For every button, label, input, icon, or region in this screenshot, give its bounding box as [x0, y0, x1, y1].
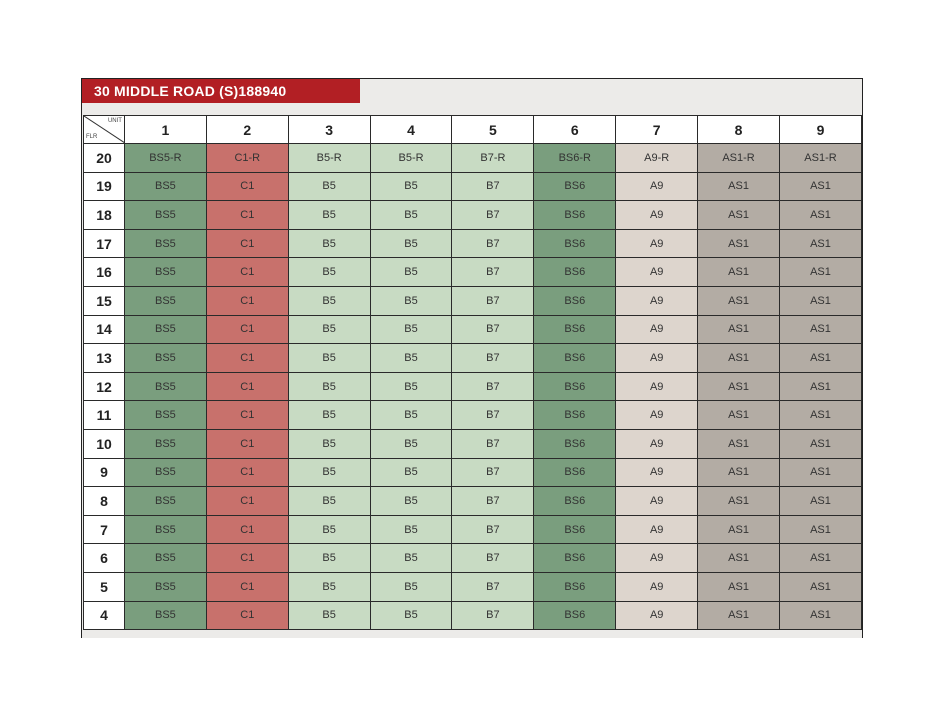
unit-type-cell: B5: [370, 315, 452, 344]
unit-type-cell: A9: [616, 172, 698, 201]
unit-type-cell: C1: [206, 229, 288, 258]
unit-type-cell: BS5: [124, 487, 206, 516]
table-row: [84, 487, 862, 516]
unit-type-cell: A9: [616, 344, 698, 373]
unit-type-cell: AS1: [698, 601, 780, 630]
unit-type-cell: C1: [206, 401, 288, 430]
unit-type-cell: A9: [616, 458, 698, 487]
unit-type-cell: B7: [452, 601, 534, 630]
unit-type-cell: A9: [616, 544, 698, 573]
unit-type-cell: BS5: [124, 458, 206, 487]
unit-type-cell: BS6: [534, 601, 616, 630]
unit-type-cell: C1: [206, 372, 288, 401]
unit-type-cell: B5: [288, 601, 370, 630]
floor-number-cell: 19: [84, 172, 125, 201]
unit-column-header: 5: [452, 116, 534, 144]
unit-type-cell: B7: [452, 458, 534, 487]
unit-type-cell: BS6-R: [534, 144, 616, 173]
unit-type-cell: AS1: [698, 544, 780, 573]
unit-type-cell: A9: [616, 229, 698, 258]
unit-column-header: 9: [780, 116, 862, 144]
unit-type-cell: B5: [370, 429, 452, 458]
unit-type-cell: AS1: [698, 372, 780, 401]
unit-type-cell: B5: [370, 286, 452, 315]
floor-axis-label: FLR: [86, 134, 98, 140]
unit-type-cell: C1: [206, 344, 288, 373]
table-row: [84, 144, 862, 173]
unit-type-cell: BS5: [124, 201, 206, 230]
table-row: [84, 572, 862, 601]
unit-type-cell: AS1: [780, 458, 862, 487]
unit-type-cell: AS1: [780, 344, 862, 373]
unit-type-cell: C1: [206, 487, 288, 516]
unit-type-cell: BS6: [534, 258, 616, 287]
table-row: [84, 286, 862, 315]
unit-type-cell: AS1: [780, 601, 862, 630]
unit-type-cell: BS6: [534, 372, 616, 401]
unit-type-cell: BS5: [124, 315, 206, 344]
floor-number-cell: 5: [84, 572, 125, 601]
unit-type-cell: A9: [616, 286, 698, 315]
unit-type-cell: B5: [288, 344, 370, 373]
unit-type-cell: BS5: [124, 515, 206, 544]
floor-number-cell: 6: [84, 544, 125, 573]
unit-type-cell: B5: [370, 544, 452, 573]
unit-type-cell: A9: [616, 372, 698, 401]
floor-number-cell: 17: [84, 229, 125, 258]
unit-type-cell: BS6: [534, 572, 616, 601]
unit-stacking-table: [83, 115, 862, 630]
unit-type-cell: AS1: [698, 429, 780, 458]
unit-type-cell: C1: [206, 315, 288, 344]
unit-type-cell: AS1: [698, 229, 780, 258]
unit-type-cell: B5: [370, 172, 452, 201]
unit-type-cell: B5: [370, 601, 452, 630]
unit-type-cell: A9: [616, 315, 698, 344]
unit-type-cell: AS1: [698, 487, 780, 516]
unit-type-cell: AS1: [698, 286, 780, 315]
unit-type-cell: B5: [370, 458, 452, 487]
unit-type-cell: C1: [206, 286, 288, 315]
unit-type-cell: A9: [616, 601, 698, 630]
table-row: [84, 229, 862, 258]
unit-type-cell: B5: [288, 315, 370, 344]
unit-type-cell: B5: [288, 487, 370, 516]
unit-type-cell: AS1: [780, 544, 862, 573]
table-body: [84, 144, 862, 630]
table-row: [84, 201, 862, 230]
unit-type-cell: B5: [288, 572, 370, 601]
unit-type-cell: AS1: [698, 572, 780, 601]
unit-type-cell: AS1: [780, 572, 862, 601]
unit-type-cell: B7: [452, 286, 534, 315]
unit-type-cell: AS1: [698, 515, 780, 544]
table-row: [84, 601, 862, 630]
unit-type-cell: B7: [452, 229, 534, 258]
unit-column-header: 1: [124, 116, 206, 144]
unit-type-cell: AS1: [780, 429, 862, 458]
unit-type-cell: AS1: [780, 258, 862, 287]
unit-type-cell: B5-R: [288, 144, 370, 173]
unit-type-cell: AS1: [698, 258, 780, 287]
unit-type-cell: B5: [370, 344, 452, 373]
unit-type-cell: B5: [370, 515, 452, 544]
table-row: [84, 315, 862, 344]
table-row: [84, 458, 862, 487]
unit-type-cell: A9: [616, 401, 698, 430]
unit-type-cell: BS5: [124, 544, 206, 573]
unit-type-cell: B7: [452, 429, 534, 458]
unit-type-cell: B5: [288, 258, 370, 287]
unit-type-cell: C1-R: [206, 144, 288, 173]
unit-type-cell: B5: [288, 286, 370, 315]
unit-type-cell: BS6: [534, 229, 616, 258]
unit-type-cell: BS5: [124, 229, 206, 258]
unit-type-cell: BS6: [534, 429, 616, 458]
unit-type-cell: AS1: [698, 344, 780, 373]
unit-type-cell: AS1: [698, 401, 780, 430]
unit-column-header: 7: [616, 116, 698, 144]
unit-type-cell: B7: [452, 401, 534, 430]
unit-type-cell: AS1: [780, 229, 862, 258]
floor-number-cell: 13: [84, 344, 125, 373]
unit-type-cell: B5-R: [370, 144, 452, 173]
unit-type-cell: BS5: [124, 286, 206, 315]
table-row: [84, 515, 862, 544]
unit-type-cell: BS6: [534, 172, 616, 201]
unit-type-cell: B7: [452, 315, 534, 344]
unit-type-cell: BS5: [124, 572, 206, 601]
stacking-plan-panel: [81, 78, 863, 638]
unit-type-cell: BS6: [534, 458, 616, 487]
unit-type-cell: BS5: [124, 344, 206, 373]
table-row: [84, 544, 862, 573]
unit-type-cell: B5: [288, 515, 370, 544]
unit-type-cell: B5: [370, 229, 452, 258]
unit-type-cell: B5: [370, 372, 452, 401]
unit-type-cell: BS6: [534, 344, 616, 373]
unit-type-cell: B5: [370, 487, 452, 516]
unit-type-cell: C1: [206, 572, 288, 601]
unit-type-cell: BS5: [124, 429, 206, 458]
floor-number-cell: 16: [84, 258, 125, 287]
unit-type-cell: A9-R: [616, 144, 698, 173]
unit-type-cell: B5: [288, 401, 370, 430]
table-row: [84, 172, 862, 201]
unit-type-cell: B7: [452, 572, 534, 601]
unit-type-cell: B7: [452, 201, 534, 230]
unit-type-cell: B5: [288, 229, 370, 258]
header-row: [84, 116, 862, 144]
unit-type-cell: AS1: [698, 201, 780, 230]
unit-type-cell: AS1: [698, 315, 780, 344]
unit-type-cell: B5: [288, 172, 370, 201]
corner-cell: [84, 116, 125, 144]
unit-type-cell: AS1: [698, 172, 780, 201]
unit-type-cell: BS5: [124, 601, 206, 630]
unit-type-cell: B7: [452, 258, 534, 287]
unit-type-cell: B5: [288, 544, 370, 573]
unit-type-cell: AS1-R: [698, 144, 780, 173]
unit-type-cell: AS1: [698, 458, 780, 487]
unit-type-cell: BS6: [534, 515, 616, 544]
unit-type-cell: B7: [452, 515, 534, 544]
unit-type-cell: B7: [452, 487, 534, 516]
unit-type-cell: B7: [452, 344, 534, 373]
unit-type-cell: BS5: [124, 258, 206, 287]
table-row: [84, 258, 862, 287]
floor-number-cell: 4: [84, 601, 125, 630]
table-row: [84, 372, 862, 401]
unit-type-cell: AS1: [780, 487, 862, 516]
floor-number-cell: 20: [84, 144, 125, 173]
floor-number-cell: 9: [84, 458, 125, 487]
unit-column-header: 4: [370, 116, 452, 144]
unit-type-cell: B7: [452, 372, 534, 401]
table-row: [84, 429, 862, 458]
unit-axis-label: UNIT: [107, 118, 122, 124]
floor-number-cell: 12: [84, 372, 125, 401]
unit-type-cell: AS1: [780, 286, 862, 315]
unit-type-cell: AS1: [780, 315, 862, 344]
unit-type-cell: BS6: [534, 201, 616, 230]
unit-type-cell: B5: [370, 258, 452, 287]
unit-type-cell: A9: [616, 258, 698, 287]
unit-type-cell: B7: [452, 172, 534, 201]
unit-type-cell: B5: [288, 372, 370, 401]
unit-type-cell: B7-R: [452, 144, 534, 173]
unit-type-cell: B5: [288, 201, 370, 230]
unit-type-cell: BS5: [124, 372, 206, 401]
unit-type-cell: BS6: [534, 286, 616, 315]
unit-type-cell: B7: [452, 544, 534, 573]
table-row: [84, 401, 862, 430]
unit-type-cell: A9: [616, 201, 698, 230]
unit-type-cell: AS1: [780, 201, 862, 230]
unit-type-cell: B5: [370, 201, 452, 230]
unit-type-cell: AS1: [780, 401, 862, 430]
unit-type-cell: C1: [206, 544, 288, 573]
unit-column-header: 3: [288, 116, 370, 144]
unit-column-header: 6: [534, 116, 616, 144]
unit-type-cell: C1: [206, 515, 288, 544]
unit-type-cell: A9: [616, 487, 698, 516]
unit-type-cell: AS1: [780, 372, 862, 401]
floor-number-cell: 10: [84, 429, 125, 458]
floor-number-cell: 14: [84, 315, 125, 344]
floor-number-cell: 7: [84, 515, 125, 544]
unit-column-header: 8: [698, 116, 780, 144]
unit-type-cell: C1: [206, 458, 288, 487]
unit-type-cell: B5: [288, 458, 370, 487]
unit-type-cell: AS1: [780, 515, 862, 544]
unit-type-cell: C1: [206, 172, 288, 201]
unit-type-cell: BS6: [534, 401, 616, 430]
unit-type-cell: A9: [616, 429, 698, 458]
unit-type-cell: BS5: [124, 172, 206, 201]
floor-number-cell: 11: [84, 401, 125, 430]
unit-type-cell: B5: [370, 401, 452, 430]
floor-number-cell: 18: [84, 201, 125, 230]
unit-type-cell: BS6: [534, 315, 616, 344]
unit-type-cell: BS6: [534, 544, 616, 573]
unit-column-header: 2: [206, 116, 288, 144]
unit-type-cell: BS6: [534, 487, 616, 516]
unit-type-cell: AS1: [780, 172, 862, 201]
floor-number-cell: 15: [84, 286, 125, 315]
building-title: 30 MIDDLE ROAD (S)188940: [82, 79, 360, 103]
table-row: [84, 344, 862, 373]
unit-type-cell: BS5: [124, 401, 206, 430]
unit-type-cell: C1: [206, 429, 288, 458]
unit-type-cell: B5: [370, 572, 452, 601]
unit-type-cell: C1: [206, 601, 288, 630]
unit-type-cell: AS1-R: [780, 144, 862, 173]
unit-type-cell: A9: [616, 572, 698, 601]
unit-type-cell: BS5-R: [124, 144, 206, 173]
unit-type-cell: C1: [206, 201, 288, 230]
unit-type-cell: B5: [288, 429, 370, 458]
floor-number-cell: 8: [84, 487, 125, 516]
unit-type-cell: A9: [616, 515, 698, 544]
unit-type-cell: C1: [206, 258, 288, 287]
